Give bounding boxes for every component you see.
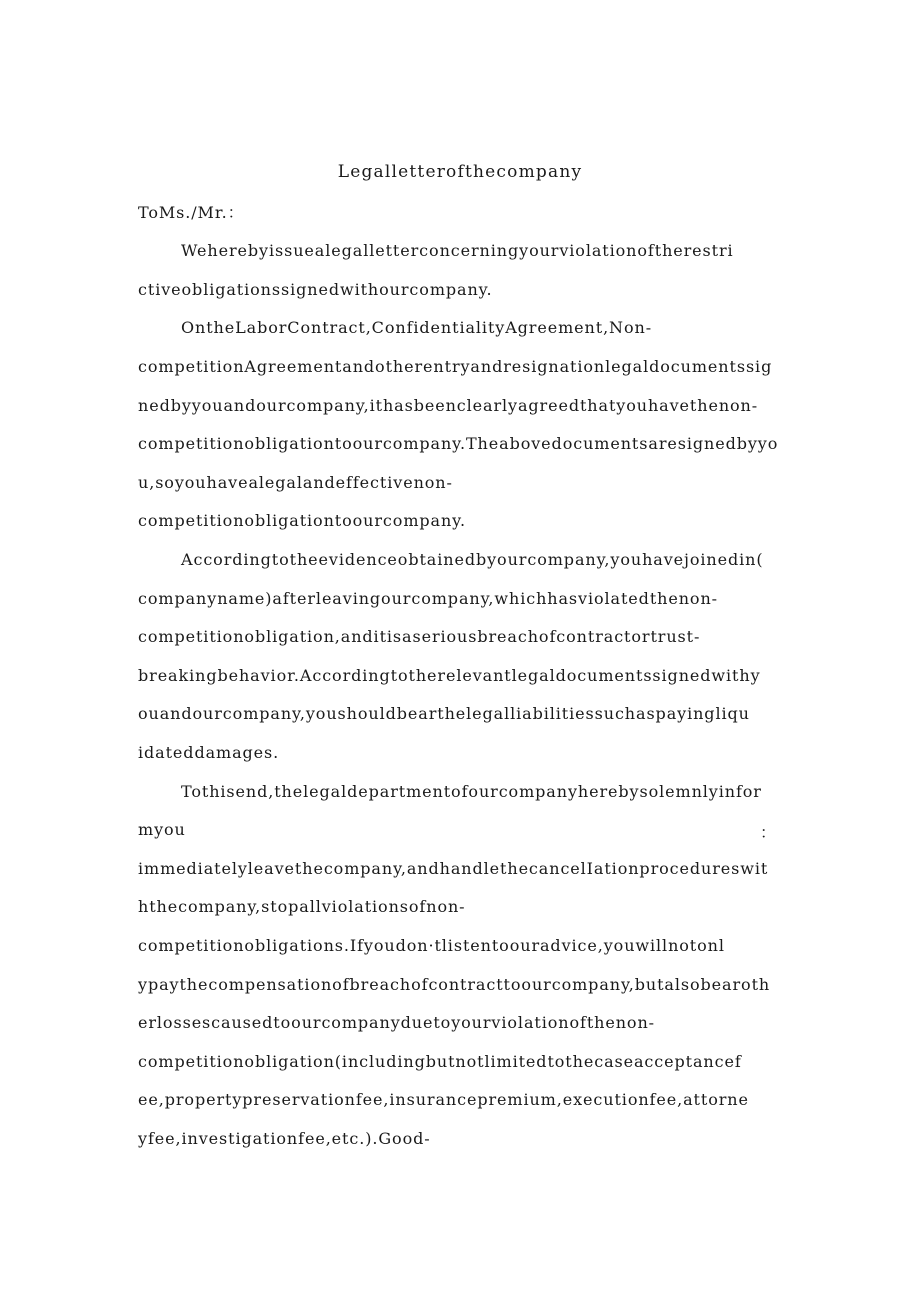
paragraph-4-line-5: competitionobligations.Ifyoudon·tlistentoouradvice,youwillnotonl <box>138 936 725 955</box>
paragraph-4-line-7: erlossescausedtoourcompanyduetoyourviolationofthenon- <box>138 1013 655 1032</box>
paragraph-4-line-1: Tothisend,thelegaldepartmentofourcompanyherebysolemnlyinfor <box>181 782 762 801</box>
paragraph-2-line-5: u,soyouhavealegalandeffectivenon- <box>138 473 453 492</box>
paragraph-3-line-4: breakingbehavior.Accordingtotherelevantlegaldocumentssignedwithy <box>138 666 761 685</box>
paragraph-2-line-3: nedbyyouandourcompany,ithasbeenclearlyagreedthatyouhavethenon- <box>138 396 759 415</box>
colon-tail: ： <box>760 823 777 842</box>
paragraph-2-line-4: competitionobligationtoourcompany.Theabovedocumentsaresignedbyyo <box>138 434 779 453</box>
paragraph-4-line-8: competitionobligation(includingbutnotlimitedtothecaseacceptancef <box>138 1052 742 1071</box>
paragraph-4-line-6: ypaythecompensationofbreachofcontracttoourcompany,butalsobearoth <box>138 975 771 994</box>
paragraph-3-line-2: companyname)afterleavingourcompany,whichhasviolatedthenon- <box>138 589 718 608</box>
paragraph-3-line-5: ouandourcompany,youshouldbearthelegalliabilitiessuchaspayingliqu <box>138 704 750 723</box>
paragraph-4-line-2: myou <box>138 820 186 839</box>
paragraph-1-line-1: Weherebyissuealegalletterconcerningyourviolationoftherestri <box>181 241 734 260</box>
page-title: Legalletterofthecompany <box>337 162 583 182</box>
paragraph-2-line-6: competitionobligationtoourcompany. <box>138 511 466 530</box>
paragraph-2-line-2: competitionAgreementandotherentryandresignationlegaldocumentssig <box>138 357 773 376</box>
salutation: ToMs./Mr.： <box>138 203 245 222</box>
paragraph-3-line-3: competitionobligation,anditisaseriousbreachofcontractortrust- <box>138 627 701 646</box>
paragraph-3-line-1: Accordingtotheevidenceobtainedbyourcompany,youhavejoinedin( <box>181 550 764 569</box>
paragraph-4-line-3: immediatelyleavethecompany,andhandlethecancelIationprocedureswit <box>138 859 769 878</box>
paragraph-4-line-10: yfee,investigationfee,etc.).Good- <box>138 1129 431 1148</box>
paragraph-3-line-6: idateddamages. <box>138 743 280 762</box>
paragraph-4-line-9: ee,propertypreservationfee,insurancepremium,executionfee,attorne <box>138 1090 749 1109</box>
paragraph-2-line-1: OntheLaborContract,ConfidentialityAgreement,Non- <box>181 318 652 337</box>
paragraph-4-line-4: hthecompany,stopallviolationsofnon- <box>138 897 466 916</box>
paragraph-1-line-2: ctiveobligationssignedwithourcompany. <box>138 280 493 299</box>
